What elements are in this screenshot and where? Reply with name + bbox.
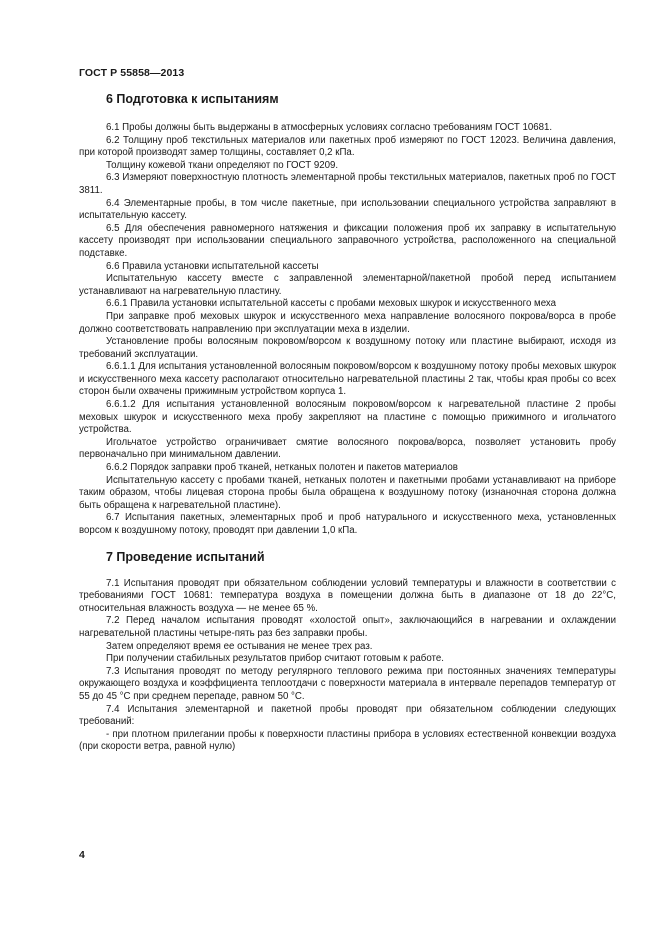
paragraph: 7.3 Испытания проводят по методу регулярного теплового режима при постоянных значениях температуры окружающего воздуха и коэффициента теплоотдачи с поверхности материала в интервале перепадов температур от 55 до 45 °С при среднем перепаде, равном 50 °С.: [79, 665, 616, 702]
paragraph: При заправке проб меховых шкурок и искусственного меха направление волосяного покрова/ворса в пробе должно соответствовать направлению при эксплуатации меха в изделии.: [79, 310, 616, 335]
paragraph: 6.6.1.2 Для испытания установленной волосяным покровом/ворсом к нагревательной пластине 2 пробы меховых шкурок и искусственного меха пробу закрепляют на пластине с помощью прижимного и игольчатого устройства.: [79, 399, 616, 436]
paragraph: 6.6.1 Правила установки испытательной кассеты с пробами меховых шкурок и искусственного меха: [106, 298, 556, 310]
section-7-body: [79, 578, 616, 754]
paragraph: 6.6 Правила установки испытательной кассеты: [106, 260, 319, 272]
paragraph: Игольчатое устройство ограничивает смятие волосяного покрова/ворса, позволяет установить пробу первоначально при минимальном давлении.: [79, 436, 616, 461]
paragraph: 6.2 Толщину проб текстильных материалов или пакетных проб измеряют по ГОСТ 12023. Величина давления, при которой производят замер толщины, составляет 0,2 кПа.: [79, 134, 616, 159]
paragraph: 7.4 Испытания элементарной и пакетной пробы проводят при обязательном соблюдении следующих требований:: [79, 703, 616, 728]
paragraph: Затем определяют время ее остывания не менее трех раз.: [106, 640, 373, 652]
paragraph: 6.6.2 Порядок заправки проб тканей, нетканых полотен и пакетов материалов: [106, 462, 458, 474]
paragraph: Испытательную кассету вместе с заправленной элементарной/пакетной пробой перед испытанием устанавливают на нагревательную пластину.: [79, 273, 616, 297]
paragraph: 7.1 Испытания проводят при обязательном соблюдении условий температуры и влажности в соответствии с требованиями ГОСТ 10681: температура воздуха в помещении должна быть в диапазоне от 18 до 22°С, относительная влажность воздуха — не менее 65 %.: [79, 577, 616, 614]
paragraph: - при плотном прилегании пробы к поверхности пластины прибора в условиях естественной конвекции воздуха (при скорости ветра, равной нулю): [79, 728, 616, 753]
paragraph: 6.7 Испытания пакетных, элементарных проб и проб натурального и искусственного меха, установленных ворсом к воздушному потоку, проводят при давлении 1,0 кПа.: [79, 512, 616, 536]
paragraph: Установление пробы волосяным покровом/ворсом к воздушному потоку или пластине выбирают, исходя из требований эксплуатации.: [79, 336, 616, 360]
document-body: [79, 90, 616, 754]
paragraph: 6.4 Элементарные пробы, в том числе пакетные, при использовании специального устройства заправляют в испытательную кассету.: [79, 197, 616, 222]
section-6-body: [79, 122, 616, 538]
paragraph: 6.3 Измеряют поверхностную плотность элементарной пробы текстильных материалов, пакетных проб по ГОСТ 3811.: [79, 172, 616, 196]
paragraph: 6.6.1.1 Для испытания установленной волосяным покровом/ворсом к воздушному потоку пробы меховых шкурок и искусственного меха кассету располагают относительно нагревательной пластины 2 так, чтобы края пробы со всех сторон были охвачены прижимным устройством корпуса 1.: [79, 361, 616, 398]
paragraph: Толщину кожевой ткани определяют по ГОСТ 9209.: [106, 159, 339, 171]
paragraph: Испытательную кассету с пробами тканей, нетканых полотен и пакетными пробами устанавливают на приборе таким образом, чтобы лицевая сторона пробы была обращена к воздушному потоку (изнаночная сторона должна быть обращена к нагревательной пластине).: [79, 474, 616, 511]
section-6-title: 6 Подготовка к испытаниям: [106, 92, 279, 106]
paragraph: 6.1 Пробы должны быть выдержаны в атмосферных условиях согласно требованиям ГОСТ 10681.: [106, 122, 553, 133]
paragraph: 7.2 Перед началом испытания проводят «холостой опыт», заключающийся в нагревании и охлаждении нагревательной пластины четыре-пять раз без заправки пробы.: [79, 615, 616, 639]
document-header: ГОСТ Р 55858—2013: [79, 67, 185, 79]
section-7-title: 7 Проведение испытаний: [106, 549, 265, 564]
paragraph: 6.5 Для обеспечения равномерного натяжения и фиксации положения проб их заправку в испытательную кассету производят при использовании специального заправочного устройства, расположенного на специальной подставке.: [79, 222, 616, 259]
paragraph: При получении стабильных результатов прибор считают готовым к работе.: [106, 653, 444, 665]
page-number: 4: [79, 849, 85, 861]
